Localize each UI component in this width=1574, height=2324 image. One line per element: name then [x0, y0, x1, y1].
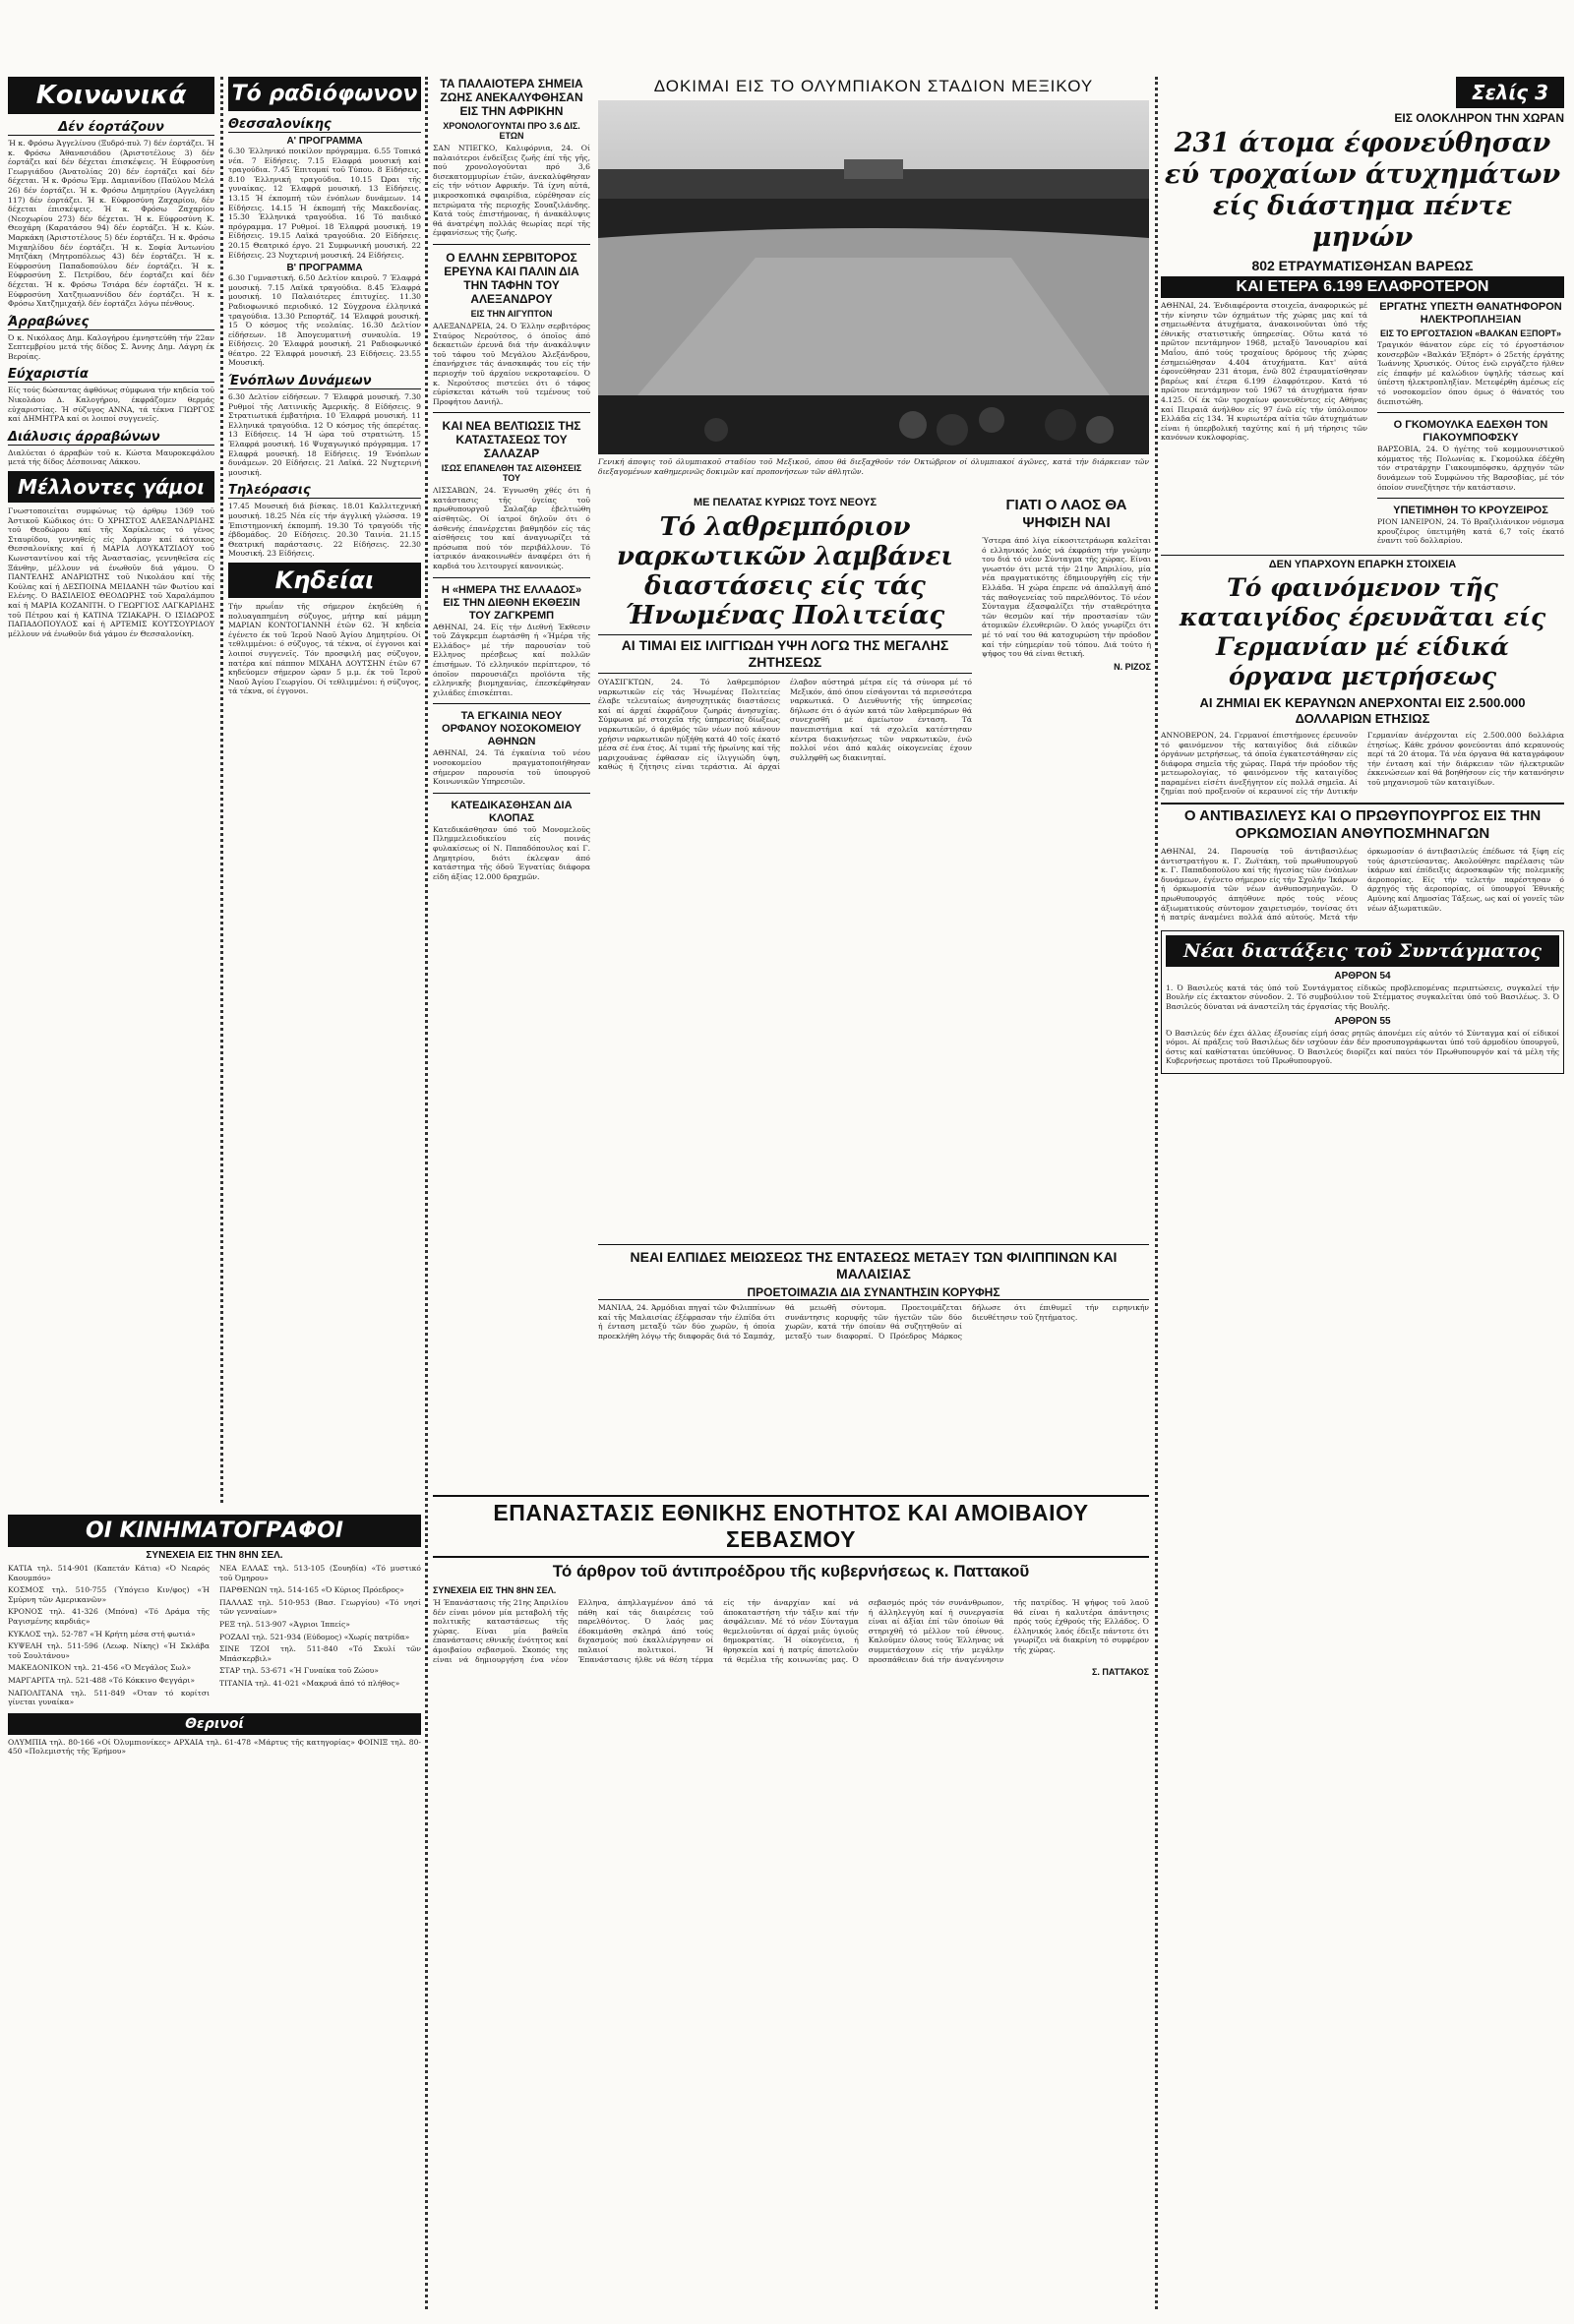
- cinema-listing: ΡΟΖΑΛΙ τηλ. 521-934 (Εύδομος) «Χωρίς πατρίδα»: [219, 1632, 410, 1641]
- narcotics-kicker: ΜΕ ΠΕΛΑΤΑΣ ΚΥΡΙΩΣ ΤΟΥΣ ΝΕΟΥΣ: [693, 497, 878, 508]
- greece-day-text: ΑΘΗΝΑΙ, 24. Είς τήν Διεθνή Έκθεσιν τοῦ Ζάγκρεμπ έωρτάσθη ή «Ήμέρα τῆς Ελλάδος» μέ τήν παρουσίαν τοῦ Ελληνος πρέσβεως καί πολλῶν έπισήμων. Τό ελληνικόν περίπτερον, τό όποῖον παρουσιάζει προϊόντα τῆς ελληνικῆς βιομηχανίας, έπεσκέφθησαν χιλιάδες έπισκέπται.: [433, 622, 590, 697]
- photo-block: [598, 77, 1149, 479]
- cinema-listing: ΠΑΡΘΕΝΩΝ τηλ. 514-165 «Ό Κύριος Πρόεδρος»: [219, 1585, 404, 1595]
- constitution-article-55: ΑΡΘΡΟΝ 55: [1334, 1015, 1391, 1027]
- hospital-headline: ΤΑ ΕΓΚΑΙΝΙΑ ΝΕΟΥ ΟΡΦΑΝΟΥ ΝΟΣΟΚΟΜΕΙΟΥ ΑΘΗΝΩΝ: [442, 710, 581, 748]
- revolution-subhead: Τό άρθρον τοῦ άντιπροέδρου τῆς κυβερνήσεως κ. Παττακοῦ: [552, 1562, 1030, 1580]
- oath-headline: Ο ΑΝΤΙΒΑΣΙΛΕΥΣ ΚΑΙ Ο ΠΡΩΘΥΠΟΥΡΓΟΣ ΕΙΣ ΤΗΝ ΟΡΚΩΜΟΣΙΑΝ ΑΝΘΥΠΟΣΜΗΝΑΓΩΝ: [1183, 807, 1542, 843]
- constitution-headline: Νέαι διατάξεις τοῦ Συντάγματος: [1166, 935, 1559, 967]
- society-column: [8, 77, 214, 641]
- radio-title: Τό ραδιόφωνον: [228, 77, 421, 111]
- why-text: Ύστερα άπό λίγα είκοσιτετράωρα καλεῖται ό ελληνικός λαός νά έκφράση τήν γνώμην του διά τό νέον Σύνταγμα τῆς χώρας. Είναι γνωστόν ότι μετά τήν 21ην Άπριλίου, μία νέα πραγματικότης έδημιουργήθη είς τήν Ελλάδα. Ή χώρα έπρεπε νά άπαλλαγῆ άπό τάς παθογενείας τοῦ παρελθόντος. Τό νέον Σύνταγμα έξασφαλίζει τήν σταθερότητα τῶν θεσμῶν καί τήν προστασίαν τῶν άτομικῶν έλευθεριῶν. Ό λαός γνωρίζει ότι μέ τό ναί του θά κατοχυρώση τήν πρόοδον καί τήν εύημερίαν τοῦ τόπου. Διά τούτο ή ψήφος του θά είναι θετική.: [982, 536, 1151, 659]
- oath-text: ΑΘΗΝΑΙ, 24. Παρουσίᾳ τοῦ άντιβασιλέως άντιστρατήγου κ. Γ. Ζωϊτάκη, τοῦ πρωθυπουργοῦ κ. Γ. Παπαδοπούλου καί τῆς ήγεσίας τῶν ένόπλων δυνάμεων, έγένετο σήμερον είς τήν Σχολήν Ίκάρων ή όρκωμοσία τῶν νέων άνθυποσμηναγῶν. Ό πρωθυπουργός άπηύθυνε πρός τούς νέους άξιωματικούς σύντομον χαιρετισμόν, τονίσας ότι ή πατρίς άναμένει πολλά άπό αὐτούς. Μετά τήν όρκωμοσίαν ό άντιβασιλεύς έπέδωσε τά ξίφη είς τούς άριστεύσαντας. Ακολούθησε παρέλασις τῶν ίκάρων καί έπίδειξις άεροσκαφῶν τῆς πολεμικῆς άεροπορίας. Είς τήν τελετήν παρέστησαν ό άρχηγός τῆς άεροπορίας, οί ύπουργοί Έθνικῆς Αμύνης καί Δημοσίας Τάξεως, ως καί οί γονεῖς τῶν νέων άξιωματικῶν.: [1161, 847, 1564, 923]
- revolution-article: [433, 1495, 1149, 1677]
- cruzeiro-text: ΡΙΟΝ ΙΑΝΕΙΡΟΝ, 24. Τό Βραζιλιάνικον νόμισμα κρουζέιρος ύπετιμήθη κατά 6,7 τοῖς έκατό έναντι τοῦ δολλαρίου.: [1377, 517, 1564, 546]
- page-number-banner: Σελίς 3: [1456, 77, 1564, 108]
- narcotics-text: ΟΥΑΣΙΓΚΤΩΝ, 24. Τό λαθρεμπόριον ναρκωτικῶν είς τάς Ήνωμένας Πολιτείας έλαβε τελευταίως άνησυχητικάς διαστάσεις καί αί άρχαί έκφράζουν ζωηράς άνησυχίας. Σύμφωνα μέ στοιχεῖα τῆς ύπηρεσίας δίωξεως ναρκωτικῶν, ό άριθμός τῶν νέων πού κάνουν χρήσιν ναρκωτικῶν ηύξήθη κατά 40 τοῖς έκατό μέσα σέ ένα έτος. Αί τιμαί τῆς ήρωίνης καί τῆς μαριχουάνας έφθασαν είς ίλιγγιώδη ύψη, καθώς ή ζήτησις είναι τεράστια. Αί άρχαί έλαβον αύστηρά μέτρα είς τά σύνορα μέ τό Μεξικόν, άπό όπου είσάγονται τά περισσότερα ναρκωτικά. Ό Διευθυντής τῆς ύπηρεσίας δήλωσε ότι ό άγών κατά τῶν λαθρεμπόρων θά συνεχισθῆ μέ άμείωτον ένταση. Τά πανεπιστήμια καί τά σχολεῖα κατέστησαν κέντρα διακινήσεως τῶν ναρκωτικῶν, ένῶ πολλοί νέοι άπό καλάς οίκογενείας έχουν συλληφθῆ ως διακινηταί.: [598, 678, 972, 772]
- cinema-list: [8, 1564, 421, 1707]
- electrocution-text: Τραγικόν θάνατον εύρε είς τό έργοστάσιον κονσερβῶν «Βαλκάν Έξπόρτ» ό 25ετής έργάτης Ίωάννης Χρυσικός. Ούτος ένῶ ειργάζετο ήλθεν είς έπαφήν μέ καλώδιον ύψηλῆς τάσεως καί ύπέστη ήλεκτροπληξίαν. Μετεφέρθη άμέσως είς τό νοσοκομεῖον όπου όμως ό θάνατός του διεπιστώθη.: [1377, 340, 1564, 406]
- traffic-headline: 231 άτομα έφονεύθησαν εύ τροχαίων άτυχημάτων είς διάστημα πέντε μηνών: [1164, 128, 1561, 253]
- radio-program-a-text: 6.30 Έλληνικό ποικίλον πρόγραμμα. 6.55 Τοπικά νέα. 7 Είδήσεις. 7.15 Ελαφρά μουσική καί τραγούδια. 7.45 Έπιτομαί τοῦ Τύπου. 8 Είδήσεις. 8.10 Έλληνική τραγούδια. 10.15 Ώραι τῆς γυναίκας. 12 Έλαφρά μουσική. 13 Είδήσεις. 13.15 Ή έκπομπή τῶν ένόπλων δυνάμεων. 14 Είδήσεις. 14.15 Ή έκπομπή τῆς Μακεδονίας. 15.30 Έλληνικά τραγούδια. 16 Τό παιδικό πρόγραμμα. 17 Ρυθμοί. 18 Έλαφρά μουσική. 19 Είδήσεις. 19.15 Λαϊκά τραγούδια. 20 Είδήσεις. 20.15 Θεατρικό έργο. 21 Συμφωνική μουσική. 22 Είδήσεις. 23 Νυχτερινή μουσική. 24 Είδήσεις.: [228, 147, 421, 260]
- electrocution-headline: ΕΡΓΑΤΗΣ ΥΠΕΣΤΗ ΘΑΝΑΤΗΦΟΡΟΝ ΗΛΕΚΤΡΟΠΛΗΞΙΑΝ: [1379, 301, 1562, 326]
- cinema-listing: ΤΙΤΑΝΙΑ τηλ. 41-021 «Μακρυά ἀπό τό πλήθος»: [219, 1678, 400, 1688]
- radio-program-a-title: Α' ΠΡΟΓΡΑΜΜΑ: [286, 136, 363, 147]
- storm-kicker: ΔΕΝ ΥΠΑΡΧΟΥΝ ΕΠΑΡΚΗ ΣΤΟΙΧΕΙΑ: [1268, 558, 1457, 570]
- engagements-title: Άρραβώνες: [8, 315, 214, 330]
- divider: [433, 703, 590, 704]
- engagements-text: Ό κ. Νικόλαος Δημ. Καλογήρου έμνηστεύθη τήν 22αν Σεπτεμβρίου μετά τής δίδος Σ. Άννης Δημ. Λάγρη έκ Βεροίας.: [8, 332, 214, 361]
- storm-headline: Τό φαινόμενον τῆς καταιγίδος έρευνᾶται είς Γερμανίαν μέ είδικά όργανα μετρήσεως: [1179, 572, 1546, 690]
- waiter-text: ΑΛΕΞΑΝΔΡΕΙΑ, 24. Ό Έλλην σερβιτόρος Σταύρος Νερούτσος, ό όποῖος άπό δεκαετιῶν έρευνᾶ διά τήν άνακάλυψιν τοῦ τάφου τοῦ Μεγάλου Άλεξάνδρου, έπανήρχισε τάς άνασκαφάς του είς τήν περιοχήν τοῦ άρχαίου νεκροταφείου. Ό κ. Νερούτσος πιστεύει ότι ό τάφος εύρίσκεται κάτωθι τοῦ τεμένους τοῦ Προφήτου Δανιήλ.: [433, 321, 590, 406]
- cinema-listing: ΚΟΣΜΟΣ τηλ. 510-755 (Ύπόγειο Κιν/φος) «Ή Σμύρνη τῶν Αμερικανῶν»: [8, 1585, 210, 1604]
- cinema-listing: ΜΑΚΕΔΟΝΙΚΟΝ τηλ. 21-456 «Ό Μεγάλος Σωλ»: [8, 1663, 192, 1673]
- stadium-photo: [598, 100, 1149, 454]
- television-title: Τηλεόρασις: [228, 483, 421, 499]
- constitution-article-54: ΑΡΘΡΟΝ 54: [1334, 970, 1391, 982]
- cinema-listing: ΝΑΠΟΛΙΤΑΝΑ τηλ. 511-849 «Όταν τό κορίτσι γίνεται γυναίκα»: [8, 1688, 210, 1707]
- gomulka-headline: Ο ΓΚΟΜΟΥΛΚΑ ΕΔΕΧΘΗ ΤΟΝ ΓΙΑΚΟΥΜΠΟΦΣΚΥ: [1393, 419, 1548, 445]
- photo-caption: Γενική άποψις τοῦ όλυμπιακοῦ σταδίου τοῦ Μεξικοῦ, όπου θά διεξαχθοῦν τόν Όκτώβριον οί όλυμπιακοί άγῶνες, κατά τήν διάρκειαν τῶν διεξαγομένων καθημερινῶς δοκιμῶν καί προπονήσεων τῶν άθλητῶν.: [598, 457, 1149, 476]
- philippines-article: [598, 1244, 1149, 1343]
- constitution-text-54: 1. Ό Βασιλεύς κατά τάς ύπό τοῦ Συντάγματος είδικῶς προβλεπομένας περιπτώσεις, συγκαλεί τήν Βουλήν είς έκτακτον σύνοδον. 2. Τό συμβούλιον τοῦ Στέμματος συγκαλεῖται ύπό τοῦ Βασιλέως. 3. Ό Βασιλεύς δύναται νά άναστείλη τάς έργασίας τῆς Βουλῆς.: [1166, 983, 1559, 1011]
- theft-text: Κατεδικάσθησαν ύπό τοῦ Μονομελοῦς Πλημμελειοδικείου είς ποινάς φυλακίσεως οί Ν. Παπαδόπουλος καί Γ. Δημητρίου, διότι έκλεψαν άπό κατάστημα τῆς όδοῦ Έγνατίας διάφορα είδη άξίας 12.000 δραχμῶν.: [433, 824, 590, 881]
- greece-day-headline: Η «ΗΜΕΡΑ ΤΗΣ ΕΛΛΑΔΟΣ» ΕΙΣ ΤΗΝ ΔΙΕΘΝΗ ΕΚΘΕΣΙΝ ΤΟΥ ΖΑΓΚΡΕΜΠ: [441, 583, 582, 622]
- revolution-text: Ή Έπανάστασις τῆς 21ης Άπριλίου δέν είναι μόνον μία μεταβολή τῆς πολιτικῆς καταστάσεως τῆς χώρας. Είναι μία βαθεῖα έπανάστασις εθνικῆς ένότητος καί άμοιβαίου σεβασμοῦ. Σκοπός της είναι νά δημιουργήση ένα νέον Ελληνα, άπηλλαγμένον άπό τά πάθη καί τάς διαιρέσεις τοῦ παρελθόντος. Ό λαός μας έδοκιμάσθη σκληρά άπό τούς διχασμούς πού έκαλλιέργησαν οί παλαιοί πολιτικοί. Ή Έπανάστασις ήλθε νά θέση τέρμα είς τήν άναρχίαν καί νά άποκαταστήση τήν τάξιν καί τήν άσφάλειαν. Μέ τό νέον Σύνταγμα θεμελιοῦνται οί άρχαί μιᾶς ύγιοῦς δημοκρατίας. Ή οίκογένεια, ή θρησκεία καί ή πατρίς άποτελοῦν τά θεμέλια τῆς κοινωνίας μας. Ό σεβασμός πρός τόν συνάνθρωπον, ή άλληλεγγύη καί ή συνεργασία είναι αί άξίαι έπί τῶν όποίων θά στηριχθῆ τό μέλλον τοῦ έθνους. Καλοῦμεν όλους τούς Έλληνας νά συμμετάσχουν είς τήν μεγάλην προσπάθειαν διά τήν άναγέννησιν τῆς πατρίδος. Ή ψήφος τοῦ λαοῦ θά είναι ή καλυτέρα άπάντησις πρός τούς έχθρούς τῆς Ελλάδος. Ό έλληνικός λαός έδειξε πάντοτε ότι γνωρίζει νά διακρίνη τό συμφέρον τῆς χώρας.: [433, 1598, 1149, 1664]
- cruzeiro-headline: ΥΠΕΤΙΜΗΘΗ ΤΟ ΚΡΟΥΖΕΙΡΟΣ: [1393, 505, 1548, 517]
- oldest-life-text: ΣΑΝ ΝΤΙΕΓΚΟ, Καλιφόρνια, 24. Οί παλαιότεροι ένδείξεις ζωῆς έπί τῆς γῆς, πού χρονολογοῦνται πρό 3,6 δισεκατομμυρίων έτῶν, άνεκαλύφθησαν είς τήν νότιον Αφρικήν. Τά ίχνη αὐτά, μικροσκοπικά σφαιρίδια, εύρέθησαν είς πετρώματα τῆς περιοχῆς Σουαζιλάνδης. Κατά τούς ἐπιστήμονας, ή άνακάλυψις θά άνατρέψη πολλάς θεωρίας περί τῆς έμφανίσεως τῆς ζωής.: [433, 144, 590, 238]
- briefs-column: [433, 77, 590, 884]
- philippines-text: ΜΑΝΙΛΑ, 24. Άρμόδιαι πηγαί τῶν Φιλιππίνων καί τῆς Μαλαισίας έξέφρασαν τήν έλπίδα ότι ή ένταση μεταξύ τῶν δύο χωρῶν, ή όποία προεκλήθη λόγῳ τῆς διαφορᾶς διά τό Σαμπάχ, θά μειωθῆ σύντομα. Προετοιμάζεται συνάντησις κορυφῆς τῶν ήγετῶν τῶν δύο χωρῶν, κατά τήν όποίαν θά συζητηθοῦν αί μεταξύ των διαφοραί. Ό Πρόεδρος Μάρκος δήλωσε ότι έπιθυμεῖ τήν ειρηνικήν διευθέτησιν τοῦ ζητήματος.: [598, 1303, 1149, 1341]
- radio-column: [228, 77, 421, 699]
- divider: [1377, 412, 1564, 413]
- traffic-subhead-2: ΚΑΙ ΕΤΕΡΑ 6.199 ΕΛΑΦΡΟΤΕΡΟΝ: [1161, 276, 1564, 298]
- storm-subhead: ΑΙ ΖΗΜΙΑΙ ΕΚ ΚΕΡΑΥΝΩΝ ΑΝΕΡΧΟΝΤΑΙ ΕΙΣ 2.500.000 ΔΟΛΛΑΡΙΩΝ ΕΤΗΣΙΩΣ: [1199, 694, 1526, 726]
- why-signature: Ν. ΡΙΖΟΣ: [1114, 661, 1151, 672]
- photo-headline: ΔΟΚΙΜΑΙ ΕΙΣ ΤΟ ΟΛΥΜΠΙΑΚΟΝ ΣΤΑΔΙΟΝ ΜΕΞΙΚΟΥ: [653, 77, 1094, 95]
- television-text: 17.45 Μουσική διά βίσκας. 18.01 Καλλιτεχνική μουσική. 18.25 Νέα είς τήν άγγλική γλώσσα. 19 Έπιστημονική έκπομπή. 19.30 Τό τραγούδι τῆς έβδομάδος. 20 Είδήσεις. 20.30 Ταινία. 21.15 Θεατρική παράστασις. 22 Είδήσεις. 22.30 Μουσική. 23 Είδήσεις.: [228, 502, 421, 559]
- storm-article: [1161, 555, 1564, 797]
- traffic-text: ΑΘΗΝΑΙ, 24. Ένδιαφέροντα στοιχεῖα, άναφορικώς μέ τήν κίνησιν τῶν όχημάτων τῆς χώρας μας καί τά σημειωθέντα άτυχήματα, άνακοινοῦνται ύπό τῆς έθνικῆς στατιστικῆς ύπηρεσίας. Οὕτω κατά τό πρῶτον πεντάμηνον 1968, μεταξύ Ίανουαρίου καί Μαΐου, άπό τούς τροχαίους δρόμους τῆς χώρας έσημειώθησαν 4.404 άτυχήματα. Κατ' αὐτά έφονεύθησαν 231 άτομα, ένῶ 802 έτραυματίσθησαν βαρέως καί έτερα 6.199 έλαφρότερον. Κατά τό πρῶτον πεντάμηνον τοῦ 1967 τά άτυχήματα ήσαν 4.125. Οί έκ τῶν τροχαίων φονευθέντες είς Αθήνας καί Πειραιᾶ άνήλθον είς 97 ένῶ είς τήν ύπόλοιπον Ελλάδα είς 134. Ή κυριωτέρα αίτία τῶν άτυχημάτων είναι ή ύπερβολική ταχύτης καί ή μή τήρησις τῶν κανόνων κυκλοφορίας.: [1161, 301, 1367, 443]
- oldest-life-headline: ΤΑ ΠΑΛΑΙΟΤΕΡΑ ΣΗΜΕΙΑ ΖΩΗΣ ΑΝΕΚΑΛΥΦΘΗΣΑΝ ΕΙΣ ΤΗΝ ΑΦΡΙΚΗΝ: [440, 77, 583, 118]
- right-column: [1161, 77, 1564, 1074]
- broken-engagement-text: Διαλύεται ό άρραβών τοῦ κ. Κώστα Μαυροκεφάλου μετά τής δίδος Δέσποινας Λάκκου.: [8, 447, 214, 467]
- divider: [433, 412, 590, 413]
- thanks-text: Είς τούς δώσαντας άφθόνως σύμφωνα τήν κηδεία τοῦ Νικολάου Δ. Καλογήρου, έκφράζομεν θερμάς εὐχαριστίας. Ή σύζυγος ΑΝΝΑ, τά τέκνα ΓΙΩΡΓΟΣ καί ΔΗΜΗΤΡΑ καί οι λοιποί συγγενεῖς.: [8, 386, 214, 424]
- cinema-listing: ΚΑΤΙΑ τηλ. 514-901 (Καπετάν Κάτια) «Ό Νεαρός Καουμπόυ»: [8, 1564, 210, 1582]
- page-subbanner: ΕΙΣ ΟΛΟΚΛΗΡΟΝ ΤΗΝ ΧΩΡΑΝ: [1394, 111, 1564, 125]
- revolution-headline: ΕΠΑΝΑΣΤΑΣΙΣ ΕΘΝΙΚΗΣ ΕΝΟΤΗΤΟΣ ΚΑΙ ΑΜΟΙΒΑΙΟΥ ΣΕΒΑΣΜΟΥ: [433, 1495, 1149, 1558]
- divider: [433, 577, 590, 578]
- salazar-subhead: ΙΣΩΣ ΕΠΑΝΕΛΘΗ ΤΑΣ ΑΙΣΘΗΣΕΙΣ ΤΟΥ: [441, 463, 582, 484]
- salazar-headline: ΚΑΙ ΝΕΑ ΒΕΛΤΙΩΣΙΣ ΤΗΣ ΚΑΤΑΣΤΑΣΕΩΣ ΤΟΥ ΣΑΛΑΖΑΡ: [442, 419, 581, 461]
- cinema-listing: ΚΥΚΛΟΣ τηλ. 52-787 «Ή Κρήτη μέσα στή φωτιά»: [8, 1629, 196, 1639]
- narcotics-article: [598, 497, 972, 775]
- storm-text: ΑΝΝΟΒΕΡΟΝ, 24. Γερμανοί έπιστήμονες έρευνοῦν τό φαινόμενον τῆς καταιγίδος διά είδικῶν όργάνων μετρήσεως, τά όποῖα έγκατεστάθησαν είς διάφορα σημεῖα τῆς χώρας. Παρά τήν πρόοδον τῆς μετεωρολογίας, τό φαινόμενον τῆς καταιγίδος παραμένει είσέτι άνεξήγητον είς πολλά σημεῖα. Αί ζημίαι πού προξενοῦν οί κεραυνοί είς τήν Δυτικήν Γερμανίαν άνέρχονται είς 2.500.000 δολλάρια έτησίως. Κάθε χρόνον φονεύονται άπό κεραυνούς περί τά 20 άτομα. Τά νέα όργανα θά καταγράφουν τήν ένταση καί τήν διάρκειαν τῶν ήλεκτρικῶν έκκενώσεων καί θά βοηθήσουν είς τήν κατανόησιν τοῦ μηχανισμοῦ τῶν καταιγίδων.: [1161, 730, 1564, 797]
- oath-article: [1161, 803, 1564, 923]
- hospital-text: ΑΘΗΝΑΙ, 24. Τά έγκαίνια τοῦ νέου νοσοκομείου πραγματοποιήθησαν σήμερον παρουσία τοῦ ύπουργοῦ Κοινωνικῶν Υπηρεσιῶν.: [433, 748, 590, 787]
- why-headline: ΓΙΑΤΙ Ο ΛΑΟΣ ΘΑ ΨΗΦΙΣΗ ΝΑΙ: [1005, 497, 1127, 531]
- armed-forces-text: 6.30 Δελτίον είδήσεων. 7 Έλαφρά μουσική. 7.30 Ρυθμοί τῆς Λατινικῆς Άμερικῆς. 8 Είδήσεις. 9 Στρατιωτικά έμβατήρια. 10 Έλαφρά μουσική. 11 Ελληνικά τραγούδια. 12 Ό κόσμος τῆς όπερέτας. 13 Είδήσεις. 14 Ή ώρα τοῦ στρατιώτη. 15 Έλαφρά μουσική. 16 Ψυχαγωγικό πρόγραμμα. 17 Ελαφρά μουσική. 18 Είδήσεις. 19 Ένόπλων δυνάμεων. 20 Είδήσεις. 21 Λαϊκά. 22 Νυχτερινή μουσική.: [228, 392, 421, 477]
- cinemas-title: ΟΙ ΚΙΝΗΜΑΤΟΓΡΑΦΟΙ: [8, 1515, 421, 1547]
- cinema-listing: ΜΑΡΓΑΡΙΤΑ τηλ. 521-488 «Τό Κόκκινο Φεγγάρι»: [8, 1675, 196, 1685]
- column-divider: [425, 77, 428, 2309]
- gomulka-text: ΒΑΡΣΟΒΙΑ, 24. Ό ήγέτης τοῦ κομμουνιστικοῦ κόμματος τῆς Πολωνίας κ. Γκομούλκα έδέχθη τόν στρατάρχην Γιακουμπόφσκυ, άρχηγόν τῶν δυνάμεων τοῦ Συμφώνου τῆς Βαρσοβίας, μέ τόν όποίον συνεζήτησε τήν κατάστασιν.: [1377, 445, 1564, 492]
- radio-program-b-title: Β' ΠΡΟΓΡΑΜΜΑ: [286, 263, 363, 274]
- summer-cinemas-title: Θερινοί: [8, 1713, 421, 1735]
- divider: [433, 793, 590, 794]
- not-celebrating-title: Δέν έορτάζουν: [8, 120, 214, 136]
- armed-forces-title: Ένόπλων Δυνάμεων: [228, 374, 421, 389]
- salazar-text: ΛΙΣΣΑΒΩΝ, 24. Έγνωσθη χθές ότι ή κατάστασις τῆς ύγείας τοῦ πρωθυπουργοῦ Σαλαζάρ ἐβελτιώθη αίσθητῶς. Οί ίατροί δηλοῦν ότι ό άσθενής έπανέρχεται βαθμηδόν είς τάς αίσθήσεις του καί άναγνωρίζει τά πρόσωπα πού τόν περιβάλλουν. Τό ίατρικόν άνακοινωθέν άναφέρει ότι ή καρδιά του λειτουργεί κανονικώς.: [433, 486, 590, 571]
- radio-subtitle: Θεσσαλονίκης: [228, 117, 421, 133]
- cinemas-block: [8, 1515, 421, 1759]
- thanks-title: Εύχαριστία: [8, 367, 214, 383]
- waiter-headline: Ο ΕΛΛΗΝ ΣΕΡΒΙΤΟΡΟΣ ΕΡΕΥΝΑ ΚΑΙ ΠΑΛΙΝ ΔΙΑ ΤΗΝ ΤΑΦΗΝ ΤΟΥ ΑΛΕΞΑΝΔΡΟΥ: [444, 250, 579, 306]
- why-article: [982, 497, 1151, 672]
- theft-headline: ΚΑΤΕΔΙΚΑΣΘΗΣΑΝ ΔΙΑ ΚΛΟΠΑΣ: [451, 799, 573, 824]
- waiter-subhead: ΕΙΣ ΤΗΝ ΑΙΓΥΠΤΟΝ: [470, 308, 553, 319]
- cinemas-subtitle: ΣΥΝΕΧΕΙΑ ΕΙΣ ΤΗΝ 8ΗΝ ΣΕΛ.: [146, 1550, 283, 1561]
- not-celebrating-text: Ή κ. Φρόσω Άγγελίνου (Ξυδρό-πυλ 7) δέν έορτάζει. Ή κ. Φρόσω Άθανασιάδου (Άριστοτέλους 3) δέν έορτάζει καί δέν δέχεται έπισκέψεις. Ή Εύφροσύνη Γεωργιάδου (Άνατολίας 20) δέν έορτάζει καί δέν δέχεται. Ή κ. Φρόσω Έμμ. Δαμιανίδου (Παύλου Μελά 26) δέν έορτάζει. Ή κ. Φρόσω Δημητρίου (Άγγελάκη 117) δέν έορτάζει. Ή κ. Εύφροσύνη Ζαχαρίου, δέν δέχεται έπισκέψεις. Ή κ. Φρόσω Ζαχαρίου (Νεοχωρίου 273) δέν δέχεται. Ή κ. Εύφροσύνη Κ. Θεοχάρη (Καρατάσου 94) δέν έορτάζει. Ή κ. Κών. Μαρκάκη (Άριστοτέλους 5) δέν έορτάζει. Ή κ. Φρόσω Μιχαηλίδου δέν έορτάζει. Ή κ. Σοφία Άντωνίου Μητζάκη (Μητροπόλεως 43) δέν έορτάζει. Ή κ. Εύφροσύνη Παπαδοπούλου δέν έορτάζει. Ή κ. Εύφροσύνη Σ. Πετρίδου, δέν έορτάζει καί δέν δέχεται. Ή κ. Φρόσω Τσιάρα δέν έορτάζει. Ή κ. Εύφροσύνη Χατζηιωαννίδου δέν έορτάζει. Ή κ. Φρόσω Χατζημιχαήλ δέν έορτάζει λόγω πένθους.: [8, 139, 214, 309]
- cinema-listing: ΡΕΞ τηλ. 513-907 «Άγριοι Ίππείς»: [219, 1619, 350, 1629]
- column-divider: [220, 77, 223, 1503]
- broken-engagement-title: Διάλυσις άρραβώνων: [8, 430, 214, 446]
- marriages-title: Μέλλοντες γάμοι: [8, 471, 214, 503]
- cinema-listing: ΣΙΝΕ ΤΖΟΙ τηλ. 511-840 «Τό Σκυλί τῶν Μπάσκερβιλ»: [219, 1644, 421, 1663]
- constitution-box: [1161, 930, 1564, 1074]
- narcotics-subhead: ΑΙ ΤΙΜΑΙ ΕΙΣ ΙΛΙΓΓΙΩΔΗ ΥΨΗ ΛΟΓΩ ΤΗΣ ΜΕΓΑΛΗΣ ΖΗΤΗΣΕΩΣ: [598, 634, 972, 674]
- marriages-text: Γνωστοποιείται συμφώνως τῷ άρθρῳ 1369 τοῦ Άστικοῦ Κώδικος ότι: Ό ΧΡΗΣΤΟΣ ΑΛΕΞΑΝΔΡΙΔΗΣ τοῦ Θεοδώρου καί τῆς Χαρίκλειας τό γένος Σταυρίδου, γεννηθείς είς Δράμαν καί κάτοικος Θεσσαλονίκης καί ή ΜΑΡΙΑ ΛΟΥΚΑΤΖΙΔΟΥ τοῦ Κωνσταντίνου καί τῆς Άναστασίας, γεννηθεῖσα είς Ξάνθην, μέλλουν νά ένωθοῦν διά γάμου. Ό ΠΑΝΤΕΛΗΣ ΑΝΔΡΙΩΤΗΣ τοῦ Νικολάου καί τῆς Κούλας καί ή ΔΕΣΠΟΙΝΑ ΜΕΙΔΑΝΗ τῶν Φωτίου καί Ελένης. Ό ΒΑΣΙΛΕΙΟΣ ΘΕΟΔΩΡΗΣ τοῦ Χαραλάμπου καί ή ΜΑΡΙΑ ΚΟΖΑΝΙΤΗ. Ό ΓΕΩΡΓΙΟΣ ΛΑΓΚΑΡΙΔΗΣ τοῦ Πέτρου καί ή ΚΑΤΙΝΑ ΤΖΙΑΚΑΡΗ. Ό ΙΣΙΔΩΡΟΣ ΠΑΠΑΔΟΠΟΥΛΟΣ καί ή ΑΡΤΕΜΙΣ ΚΟΥΤΣΟΥΡΙΔΟΥ μέλλουν νά ένωθοῦν διά γάμου έν Θεσσαλονίκη.: [8, 507, 214, 638]
- revolution-signature: Σ. ΠΑΤΤΑΚΟΣ: [1092, 1667, 1149, 1678]
- divider: [1377, 498, 1564, 499]
- divider: [433, 244, 590, 245]
- revolution-continuation: ΣΥΝΕΧΕΙΑ ΕΙΣ ΤΗΝ 8ΗΝ ΣΕΛ.: [433, 1585, 557, 1595]
- traffic-subhead-1: 802 ΕΤΡΑΥΜΑΤΙΣΘΗΣΑΝ ΒΑΡΕΩΣ: [1251, 258, 1474, 273]
- cinema-listing: ΠΑΛΛΑΣ τηλ. 510-953 (Βασ. Γεωργίου) «Τό νησί τῶν γενναίων»: [219, 1597, 421, 1617]
- column-divider: [1155, 77, 1158, 2309]
- cinema-listing: ΚΡΟΝΟΣ τηλ. 41-326 (Μπόνα) «Τό Δράμα τῆς Ραγισμένης καρδιάς»: [8, 1607, 210, 1626]
- cinema-listing: ΚΥΨΕΛΗ τηλ. 511-596 (Λεωφ. Νίκης) «Ή Σκλάβα τοῦ Σουλτάνου»: [8, 1641, 210, 1660]
- oldest-life-subhead: ΧΡΟΝΟΛΟΓΟΥΝΤΑΙ ΠΡΟ 3.6 ΔΙΣ. ΕΤΩΝ: [443, 121, 580, 141]
- cinema-listing: ΣΤΑΡ τηλ. 53-671 «Ή Γυναίκα τοῦ Ζώου»: [219, 1666, 379, 1676]
- philippines-headline: ΝΕΑΙ ΕΛΠΙΔΕΣ ΜΕΙΩΣΕΩΣ ΤΗΣ ΕΝΤΑΣΕΩΣ ΜΕΤΑΞΥ ΤΩΝ ΦΙΛΙΠΠΙΝΩΝ ΚΑΙ ΜΑΛΑΙΣΙΑΣ: [630, 1249, 1118, 1281]
- right-briefs: [1377, 301, 1564, 549]
- narcotics-headline: Τό λαθρεμπόριον ναρκωτικῶν λαμβάνει διαστάσεις είς τάς Ήνωμένας Πολιτείας: [617, 512, 953, 630]
- society-title: Κοινωνικά: [8, 77, 214, 114]
- constitution-text-55: Ό Βασιλεύς δέν έχει άλλας έξουσίας είμή όσας ρητῶς άπονέμει είς αὐτόν τό Σύνταγμα καί οί είδικοί νόμοι. Αί πράξεις τοῦ Βασιλέως δέν ισχύουν έάν δέν προσυπογράφωνται ύπό τοῦ άρμοδίου ύπουργοῦ, όστις καί καθίσταται ύπεύθυνος. Ό Βασιλεύς διορίζει καί παύει τόν Πρωθυπουργόν καί τά μέλη τῆς Κυβερνήσεως προτάσει τοῦ Πρωθυπουργοῦ.: [1166, 1028, 1559, 1066]
- funerals-text: Τήν πρωΐαν τῆς σήμερον ἐκηδεύθη ή πολυαγαπημένη σύζυγος, μήτηρ καί μάμμη ΜΑΡΙΑΝ ΚΟΝΤΟΓΙΑΝΝΗ έτῶν 62. Ή κηδεία έγένετο έκ τοῦ Ίεροῦ Ναοῦ Άγίου Δημητρίου. Οί τεθλιμμένοι: ό σύζυγος, τά τέκνα, οί έγγονοι καί λοιποί συγγενεῖς. Τόν προσφιλή μας σύζυγον, πατέρα καί πάππον ΜΙΧΑΗΛ ΔΟΥΤΣΗΝ έτῶν 67 κηδεύομεν σήμερον ώραν 5 μ.μ. έκ τοῦ Ίεροῦ Ναοῦ Άγίου Γεωργίου. Οί τεθλιμμένοι: ή σύζυγος, τά τέκνα, οί έγγονοι.: [228, 601, 421, 696]
- cinema-listing: ΝΕΑ ΕΛΛΑΣ τηλ. 513-105 (Σουηδία) «Τό μυστικό τοῦ Όμηρου»: [219, 1564, 421, 1582]
- electrocution-subhead: ΕΙΣ ΤΟ ΕΡΓΟΣΤΑΣΙΟΝ «ΒΑΛΚΑΝ ΕΞΠΟΡΤ»: [1379, 328, 1562, 338]
- philippines-subhead: ΠΡΟΕΤΟΙΜΑΖΙΑ ΔΙΑ ΣΥΝΑΝΤΗΣΙΝ ΚΟΡΥΦΗΣ: [598, 1285, 1149, 1300]
- summer-cinemas-text: ΟΛΥΜΠΙΑ τηλ. 80-166 «Οί Όλυμπιονίκες» ΑΡΧΑΙΑ τηλ. 61-478 «Μάρτυς τῆς κατηγορίας» ΦΟΙΝΙΞ τηλ. 80-450 «Πολεμιστής τῆς Έρήμου»: [8, 1737, 421, 1757]
- radio-program-b-text: 6.30 Γυμναστική. 6.50 Δελτίον καιροῦ. 7 Έλαφρά μουσική. 7.15 Λαϊκά τραγούδια. 8.45 Έλαφρά μουσική. 10 Παλαιότερες έπιτυχίες. 11.30 Ραδιοφωνικό περιοδικό. 12 Σύγχρονα έλληνικά τραγούδια. 13.30 Ρεπορτάζ. 14 Έλαφρά μουσική. 15 Ό κόσμος τῆς νεολαίας. 16.30 Δελτίον είδήσεων. 18 Άπογευματινή συναυλία. 19 Είδήσεις. 20 Έλαφρά μουσική. 21 Ραδιοφωνικό θέατρο. 22 Έλαφρά μουσική. 23 Είδήσεις. 23.55 Μουσική.: [228, 273, 421, 368]
- funerals-title: Κηδείαι: [228, 563, 421, 598]
